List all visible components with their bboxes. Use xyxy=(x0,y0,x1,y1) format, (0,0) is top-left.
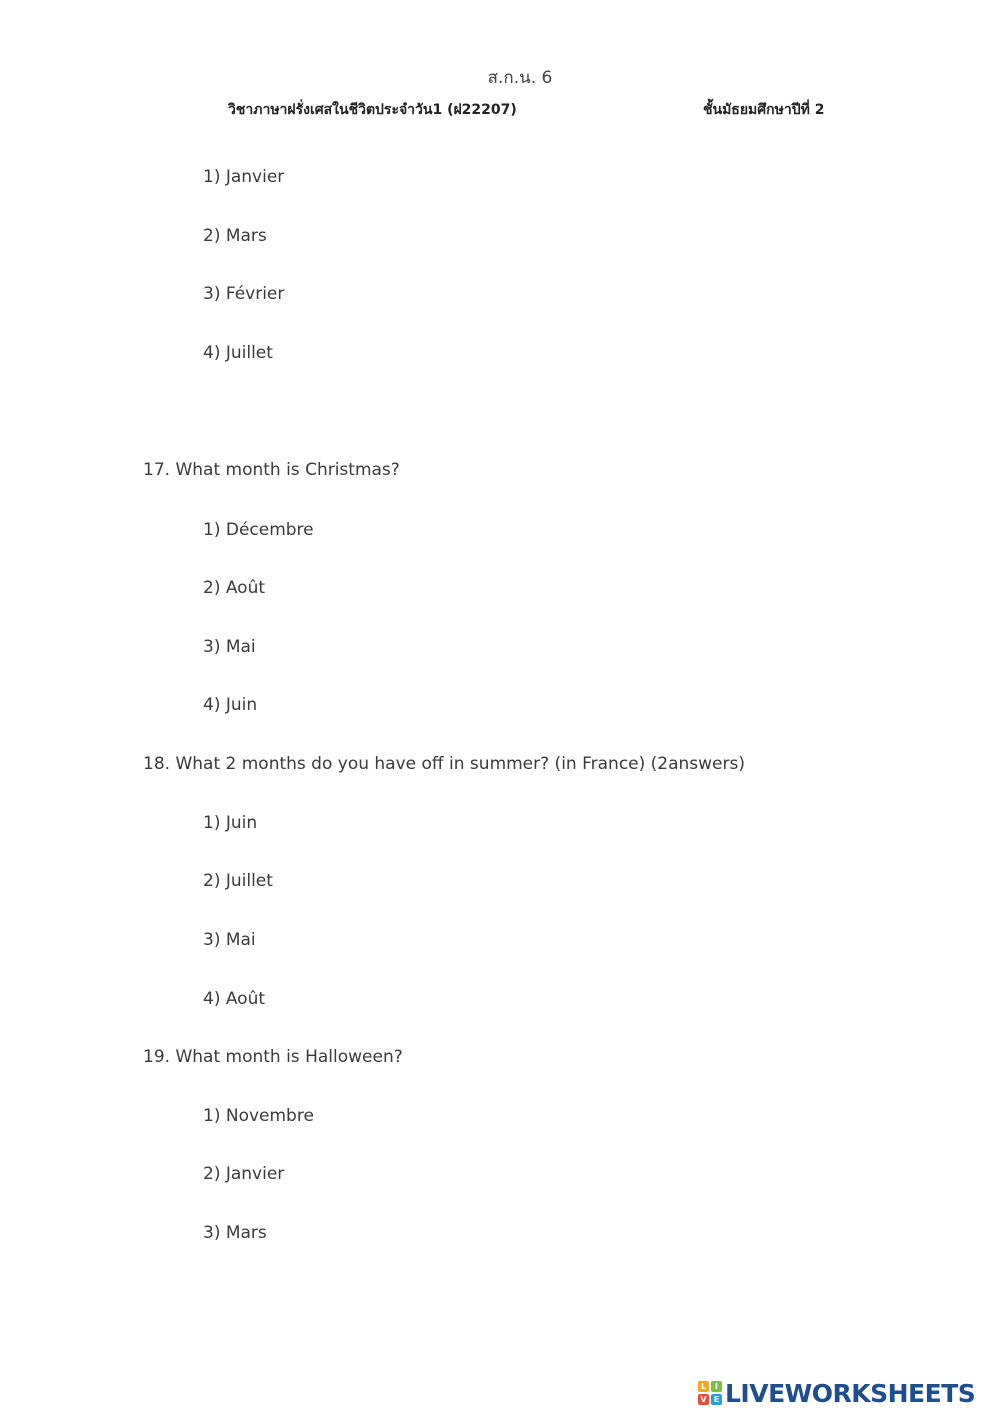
liveworksheets-logo-icon xyxy=(698,1381,722,1405)
q17-option-2[interactable]: 2) Août xyxy=(203,578,266,598)
q19-option-2[interactable]: 2) Janvier xyxy=(203,1164,285,1184)
logo-mark-l: L xyxy=(698,1381,709,1392)
q16-option-1[interactable]: 1) Janvier xyxy=(203,167,285,187)
document-code: ส.ก.น. 6 xyxy=(487,68,553,88)
q18-option-2[interactable]: 2) Juillet xyxy=(203,871,273,891)
q19-option-1[interactable]: 1) Novembre xyxy=(203,1106,314,1126)
q17-option-1[interactable]: 1) Décembre xyxy=(203,520,314,540)
logo-mark-e: E xyxy=(711,1394,722,1405)
liveworksheets-logo-text: LIVEWORKSHEETS xyxy=(725,1378,976,1408)
q19-option-3[interactable]: 3) Mars xyxy=(203,1223,267,1243)
q16-option-4[interactable]: 4) Juillet xyxy=(203,343,273,363)
q17-option-4[interactable]: 4) Juin xyxy=(203,695,258,715)
grade-level: ชั้นมัธยมศึกษาปีที่ 2 xyxy=(703,102,825,118)
logo-mark-i: I xyxy=(711,1381,722,1392)
q16-option-3[interactable]: 3) Février xyxy=(203,284,285,304)
question-19: 19. What month is Halloween? xyxy=(143,1047,403,1067)
q17-option-3[interactable]: 3) Mai xyxy=(203,637,256,657)
q18-option-3[interactable]: 3) Mai xyxy=(203,930,256,950)
liveworksheets-logo[interactable] xyxy=(698,1380,975,1406)
logo-mark-v: V xyxy=(698,1394,709,1405)
q18-option-4[interactable]: 4) Août xyxy=(203,989,266,1009)
question-18: 18. What 2 months do you have off in summer? (in France) (2answers) xyxy=(143,754,745,774)
q16-option-2[interactable]: 2) Mars xyxy=(203,226,267,246)
question-17: 17. What month is Christmas? xyxy=(143,460,400,480)
q18-option-1[interactable]: 1) Juin xyxy=(203,813,258,833)
subject-title: วิชาภาษาฝรั่งเศสในชีวิตประจำวัน1 (ฝ22207) xyxy=(228,102,517,118)
